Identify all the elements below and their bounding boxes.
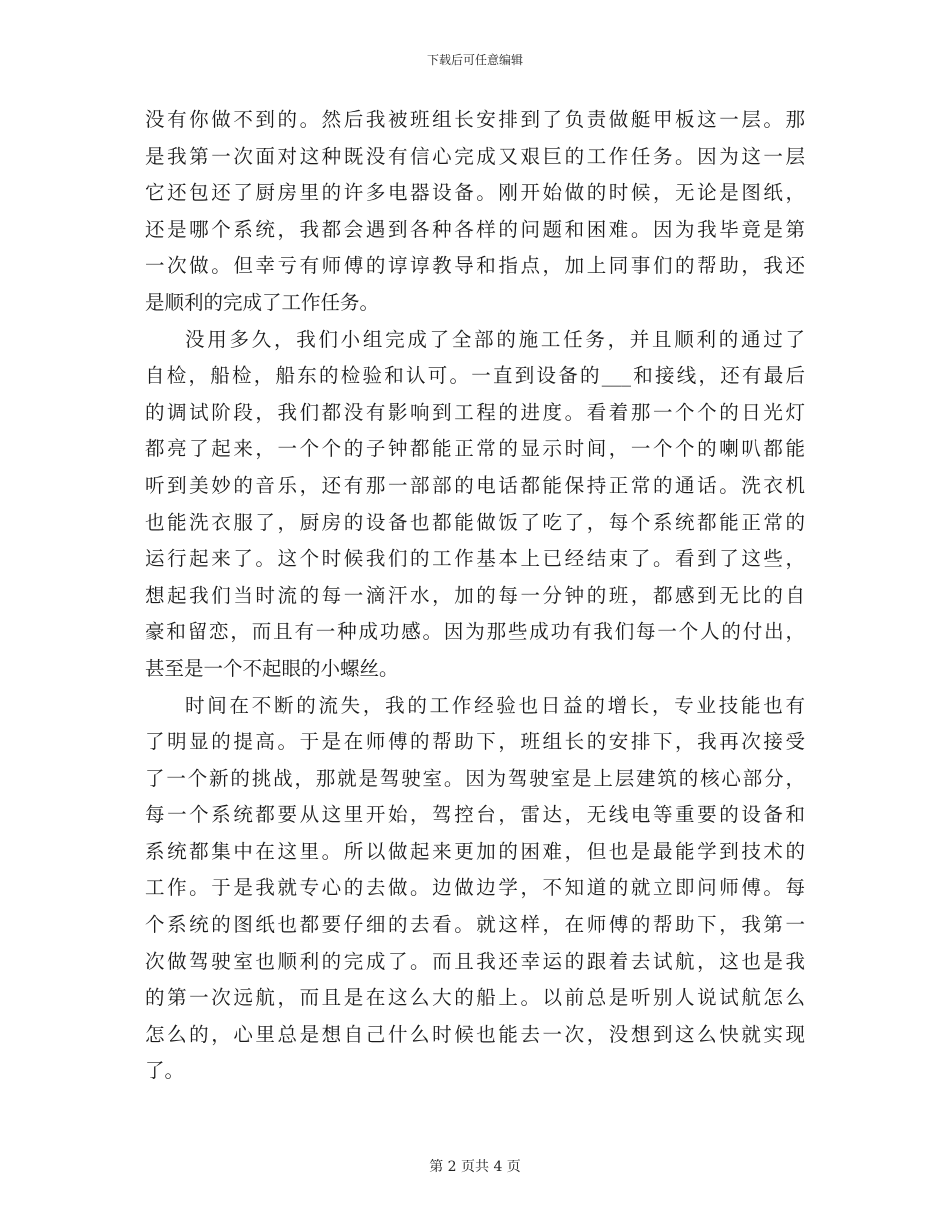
text-line: 是我第一次面对这种既没有信心完成又艰巨的工作任务。因为这一层 <box>145 144 805 168</box>
text-line: 没用多久，我们小组完成了全部的施工任务，并且顺利的通过了 <box>185 327 805 351</box>
text-line: 豪和留恋，而且有一种成功感。因为那些成功有我们每一个人的付出， <box>145 620 805 644</box>
text-line: 自检，船检，船东的检验和认可。一直到设备的___和接线，还有最后 <box>145 364 805 388</box>
text-line: 的第一次远航，而且是在这么大的船上。以前总是听别人说试航怎么 <box>145 986 805 1010</box>
text-line: 每一个系统都要从这里开始，驾控台，雷达，无线电等重要的设备和 <box>145 803 805 827</box>
text-line: 怎么的，心里总是想自己什么时候也能去一次，没想到这么快就实现 <box>145 1022 805 1046</box>
document-body <box>145 102 805 1090</box>
text-line: 了。 <box>145 1059 185 1083</box>
text-line: 一次做。但幸亏有师傅的谆谆教导和指点，加上同事们的帮助，我还 <box>145 254 805 278</box>
text-line: 的调试阶段，我们都没有影响到工程的进度。看着那一个个的日光灯 <box>145 400 805 424</box>
text-line: 没有你做不到的。然后我被班组长安排到了负责做艇甲板这一层。那 <box>145 108 805 131</box>
text-line: 想起我们当时流的每一滴汗水，加的每一分钟的班，都感到无比的自 <box>145 583 805 607</box>
text-line: 了明显的提高。于是在师傅的帮助下，班组长的安排下，我再次接受 <box>145 730 805 754</box>
text-line: 甚至是一个不起眼的小螺丝。 <box>145 656 399 680</box>
text-line: 也能洗衣服了，厨房的设备也都能做饭了吃了，每个系统都能正常的 <box>145 510 805 534</box>
text-line: 运行起来了。这个时候我们的工作基本上已经结束了。看到了这些， <box>145 547 805 571</box>
text-line: 工作。于是我就专心的去做。边做边学，不知道的就立即问师傅。每 <box>145 876 805 900</box>
text-line: 听到美妙的音乐，还有那一部部的电话都能保持正常的通话。洗衣机 <box>145 473 805 497</box>
text-line: 时间在不断的流失，我的工作经验也日益的增长，专业技能也有 <box>185 693 805 717</box>
text-line: 都亮了起来，一个个的子钟都能正常的显示时间，一个个的喇叭都能 <box>145 437 805 461</box>
text-line: 是顺利的完成了工作任务。 <box>145 290 380 314</box>
text-line: 次做驾驶室也顺利的完成了。而且我还幸运的跟着去试航，这也是我 <box>145 949 805 973</box>
page-number: 第 2 页共 4 页 <box>429 1159 521 1175</box>
page-header: 下载后可任意编辑 <box>426 53 523 67</box>
text-line: 个系统的图纸也都要仔细的去看。就这样，在师傅的帮助下，我第一 <box>145 913 805 937</box>
text-line: 系统都集中在这里。所以做起来更加的困难，但也是最能学到技术的 <box>145 839 805 863</box>
text-line: 了一个新的挑战，那就是驾驶室。因为驾驶室是上层建筑的核心部分， <box>145 766 805 790</box>
text-line: 还是哪个系统，我都会遇到各种各样的问题和困难。因为我毕竟是第 <box>145 217 805 241</box>
text-line: 它还包还了厨房里的许多电器设备。刚开始做的时候，无论是图纸， <box>145 181 805 205</box>
